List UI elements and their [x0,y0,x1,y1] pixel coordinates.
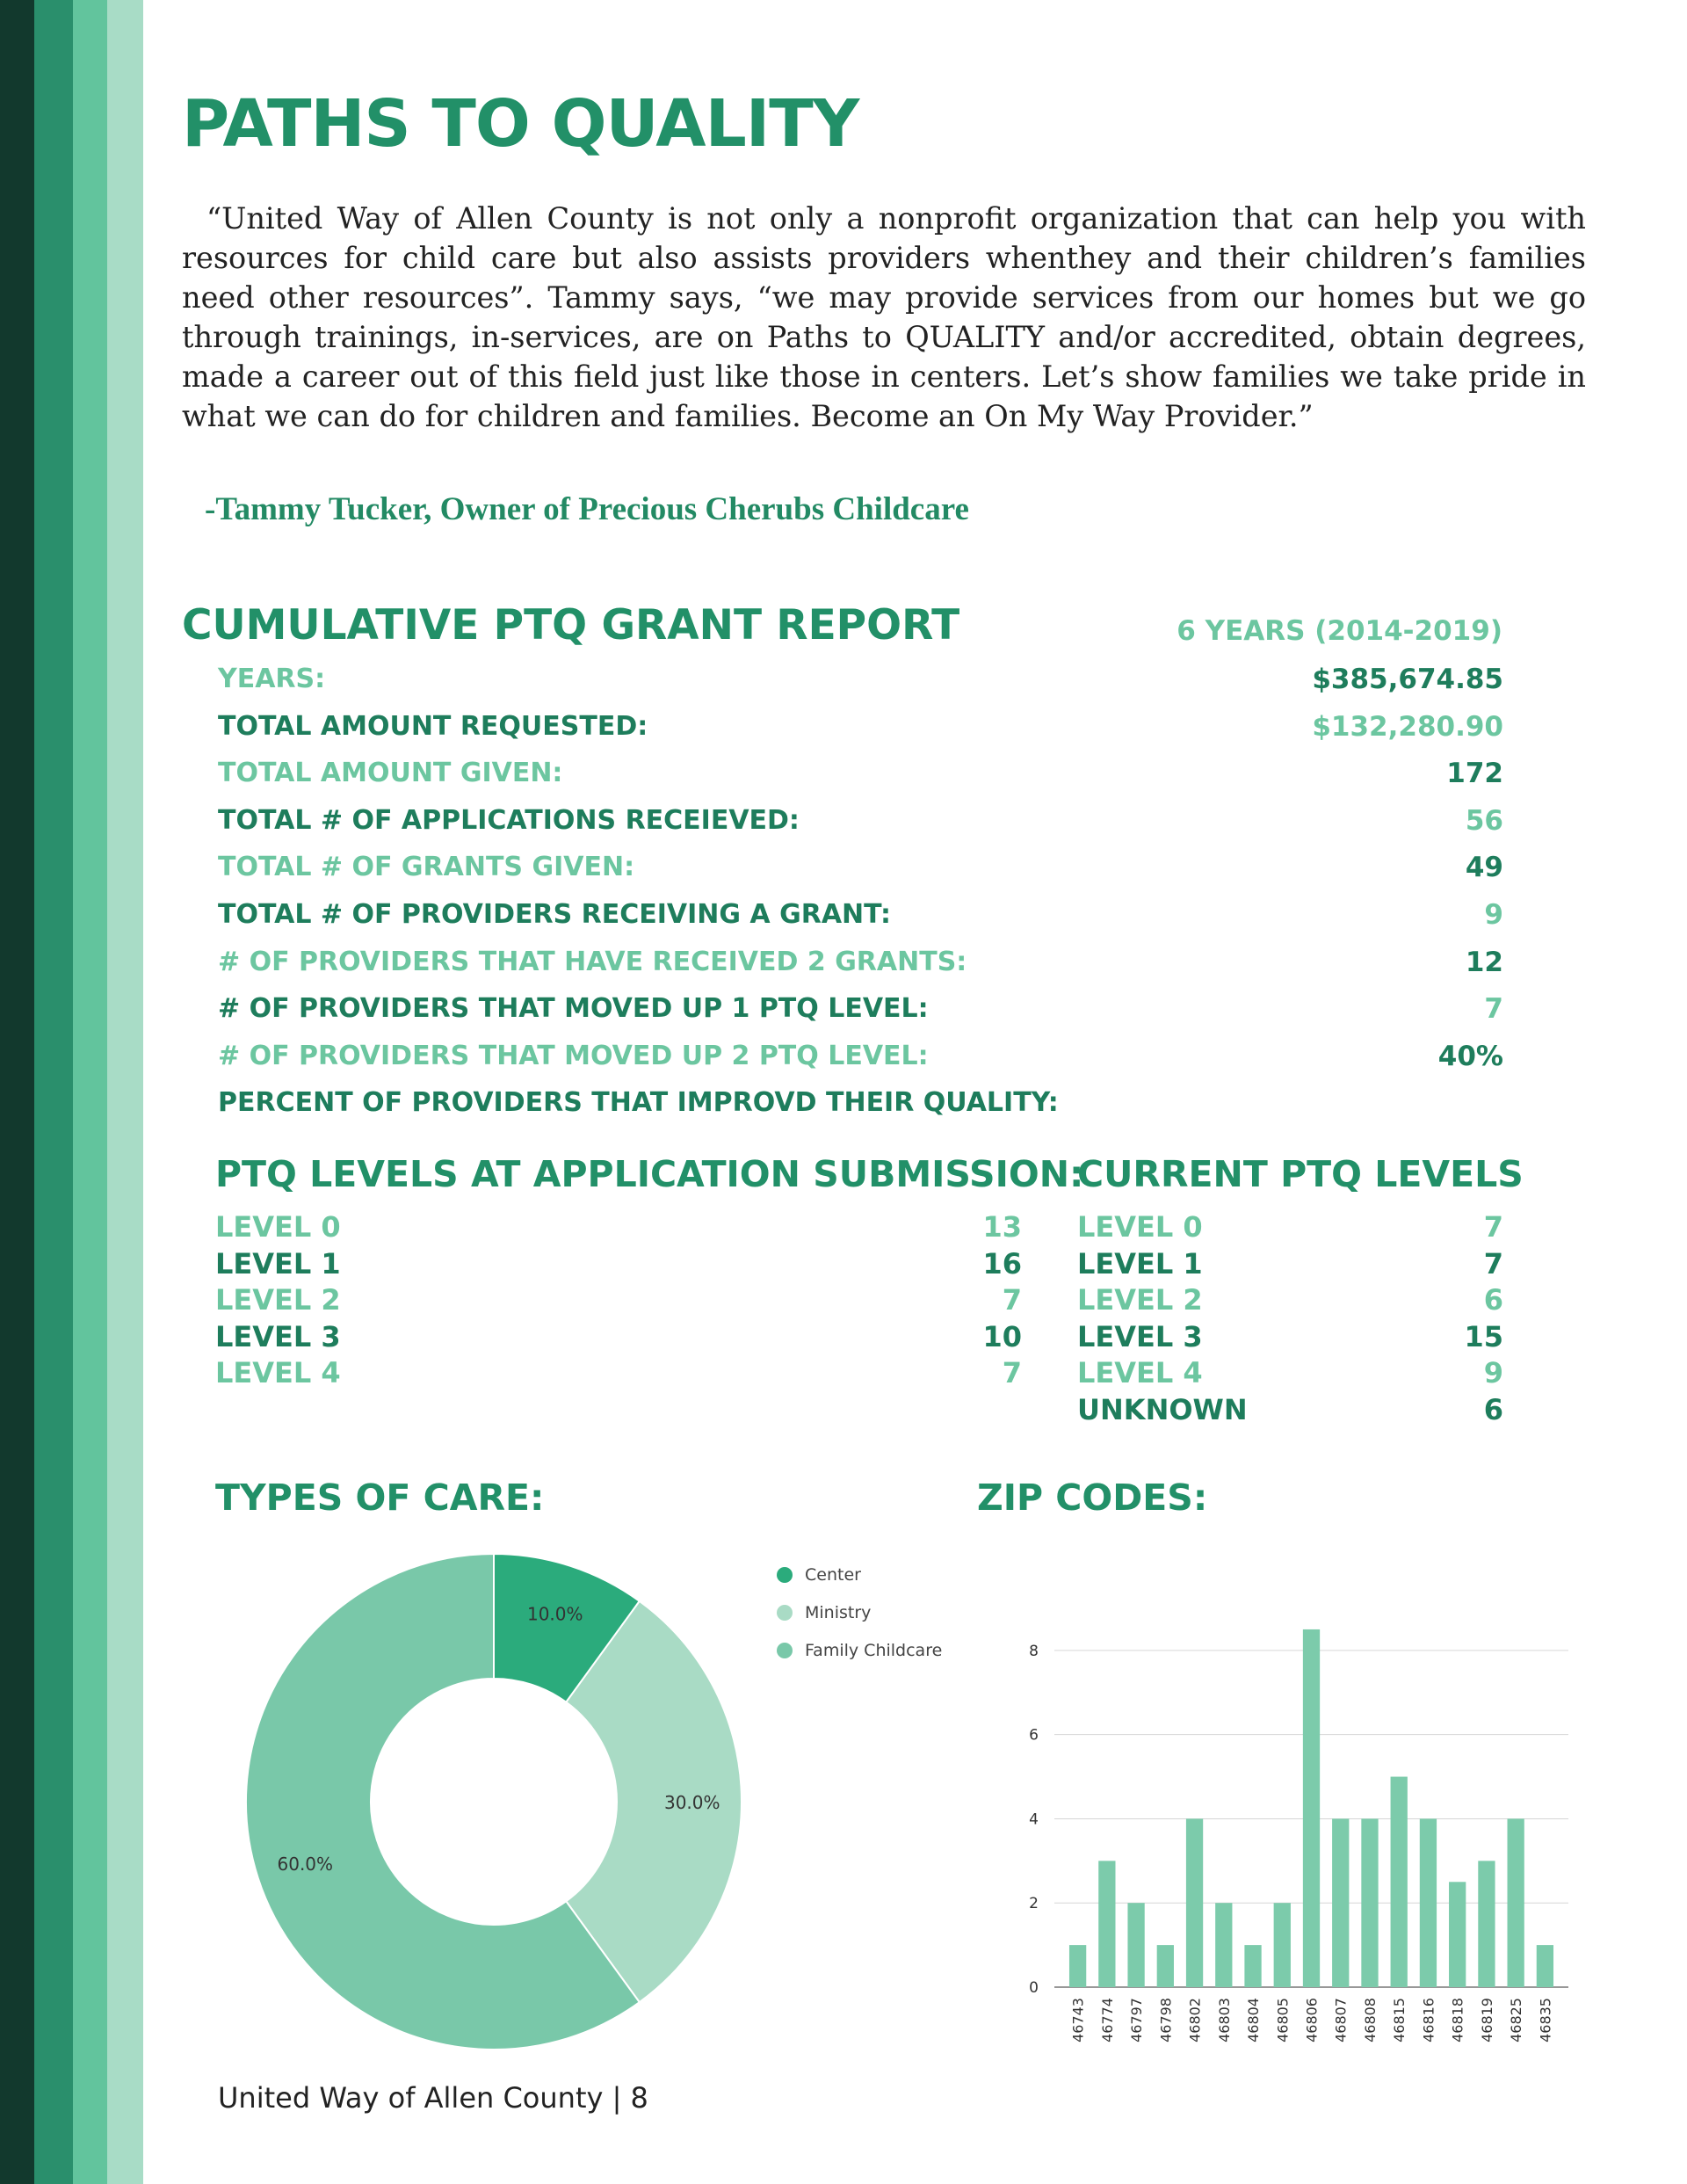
y-tick-label: 8 [1029,1642,1039,1660]
x-tick-label: 46807 [1332,1998,1350,2043]
legend-item [777,1593,942,1631]
x-tick-label: 46802 [1186,1998,1204,2043]
level-row [1077,1282,1503,1319]
x-tick-label: 46803 [1215,1998,1233,2043]
level-label: LEVEL 2 [215,1283,341,1317]
level-value: 7 [1483,1210,1503,1244]
report-label: TOTAL AMOUNT REQUESTED: [218,710,648,742]
pie-slice-label: 60.0% [277,1853,334,1875]
legend-swatch [777,1605,793,1621]
stripe-light [73,0,107,2184]
level-row [1077,1355,1503,1392]
zip-chart-title: ZIP CODES: [977,1477,1208,1519]
level-label: LEVEL 2 [1077,1283,1203,1317]
level-label: UNKNOWN [1077,1392,1248,1426]
bar-46808 [1361,1818,1378,1987]
pie-slice-label: 10.0% [526,1603,583,1625]
legend-item [777,1631,942,1669]
bar-46774 [1098,1861,1115,1987]
level-value: 15 [1464,1319,1503,1353]
level-label: LEVEL 0 [1077,1210,1203,1244]
bar-46807 [1332,1818,1349,1987]
report-value: 9 [1484,898,1503,931]
legend-label: Family Childcare [805,1640,943,1660]
report-value: 40% [1437,1040,1503,1072]
bar-46818 [1449,1882,1466,1987]
level-label: LEVEL 3 [1077,1319,1203,1353]
submission-levels-list [215,1209,1022,1392]
report-label: # OF PROVIDERS THAT MOVED UP 1 PTQ LEVEL: [218,993,929,1025]
report-label: # OF PROVIDERS THAT MOVED UP 2 PTQ LEVEL: [218,1040,929,1071]
current-levels-list [1077,1209,1503,1428]
x-tick-label: 46774 [1098,1998,1116,2043]
decorative-stripes [0,0,143,2184]
bar-46804 [1244,1945,1261,1987]
x-tick-label: 46825 [1508,1998,1525,2043]
level-label: LEVEL 0 [215,1210,341,1244]
bar-46835 [1537,1945,1553,1987]
legend-swatch [777,1643,793,1658]
x-tick-label: 46798 [1157,1998,1175,2043]
legend-swatch [777,1567,793,1583]
level-label: LEVEL 4 [215,1356,341,1389]
zip-bar-chart [1002,1564,1582,2057]
bar-46803 [1215,1903,1232,1987]
x-tick-label: 46808 [1361,1998,1379,2043]
bar-46798 [1157,1945,1174,1987]
quote-attribution: -Tammy Tucker, Owner of Precious Cherubs Childcare [205,491,969,527]
bar-46806 [1303,1629,1320,1987]
x-tick-label: 46743 [1069,1998,1087,2043]
bar-46805 [1274,1903,1291,1987]
legend-item [777,1556,942,1593]
care-chart-title: TYPES OF CARE: [215,1477,545,1519]
x-tick-label: 46815 [1391,1998,1408,2043]
level-value: 7 [1483,1246,1503,1281]
report-value: $132,280.90 [1312,710,1503,743]
x-tick-label: 46835 [1537,1998,1554,2043]
report-values [1064,662,1503,1085]
bar-46825 [1508,1818,1524,1987]
level-label: LEVEL 4 [1077,1356,1203,1389]
level-value: 6 [1483,1392,1503,1426]
x-tick-label: 46819 [1478,1998,1495,2043]
level-label: LEVEL 3 [215,1319,341,1353]
report-label: TOTAL # OF GRANTS GIVEN: [218,852,635,883]
level-row [1077,1209,1503,1246]
report-value: 49 [1465,852,1503,884]
report-label: TOTAL # OF APPLICATIONS RECEIEVED: [218,804,800,836]
report-value: $385,674.85 [1312,664,1503,695]
bar-46816 [1420,1818,1437,1987]
y-tick-label: 6 [1029,1726,1039,1745]
x-tick-label: 46816 [1420,1998,1437,2043]
x-tick-label: 46818 [1449,1998,1466,2043]
bar-46802 [1186,1818,1203,1987]
y-tick-label: 2 [1029,1895,1039,1913]
level-label: LEVEL 1 [1077,1246,1203,1281]
page-title: PATHS TO QUALITY [182,86,859,162]
report-value: 7 [1484,993,1503,1026]
level-value: 6 [1483,1283,1503,1317]
page-footer: United Way of Allen County | 8 [218,2081,648,2115]
submission-levels-title: PTQ LEVELS AT APPLICATION SUBMISSION: [215,1153,1084,1195]
care-chart-legend [777,1556,942,1669]
level-row [1077,1319,1503,1356]
level-value: 10 [982,1319,1022,1353]
bar-46815 [1391,1777,1408,1987]
legend-label: Ministry [805,1602,872,1622]
care-donut-chart [237,1547,782,2074]
bar-46819 [1478,1861,1495,1987]
level-row [1077,1246,1503,1283]
level-value: 9 [1483,1356,1503,1389]
y-tick-label: 4 [1029,1810,1039,1829]
report-label: PERCENT OF PROVIDERS THAT IMPROVD THEIR QUALITY: [218,1087,1059,1119]
report-label: TOTAL # OF PROVIDERS RECEIVING A GRANT: [218,898,891,930]
y-tick-label: 0 [1029,1979,1039,1997]
level-row [215,1282,1022,1319]
x-tick-label: 46804 [1245,1998,1263,2043]
level-row [215,1246,1022,1283]
bar-46797 [1127,1903,1144,1987]
stripe-dark [0,0,34,2184]
bar-46743 [1069,1945,1086,1987]
report-labels [218,662,1184,1133]
level-value: 7 [1002,1356,1022,1389]
x-tick-label: 46805 [1274,1998,1292,2043]
level-row [215,1209,1022,1246]
x-tick-label: 46797 [1128,1998,1146,2043]
level-value: 16 [982,1246,1022,1281]
legend-label: Center [805,1564,861,1585]
report-period: 6 YEARS (2014-2019) [1177,615,1502,647]
stripe-pale [107,0,143,2184]
report-value: 12 [1465,946,1503,978]
report-value: 172 [1446,758,1503,790]
x-tick-label: 46806 [1303,1998,1321,2043]
level-label: LEVEL 1 [215,1246,341,1281]
stripe-medium [34,0,73,2184]
report-label: # OF PROVIDERS THAT HAVE RECEIVED 2 GRANTS: [218,946,967,977]
report-label: YEARS: [218,664,326,694]
level-row [215,1355,1022,1392]
level-row [215,1319,1022,1356]
pie-slice-label: 30.0% [663,1792,720,1813]
report-value: 56 [1465,804,1503,837]
level-value: 7 [1002,1283,1022,1317]
level-row [1077,1392,1503,1429]
current-levels-title: CURRENT PTQ LEVELS [1077,1153,1524,1195]
report-title: CUMULATIVE PTQ GRANT REPORT [182,601,960,649]
report-label: TOTAL AMOUNT GIVEN: [218,758,563,789]
level-value: 13 [982,1210,1022,1244]
testimonial-quote: “United Way of Allen County is not only a nonprofit organization that can help you with resources for child care but also assists providers whenthey and their children’s families need other resources”. Tammy says, “we may provide services from our homes but we go through trainings, in-services, are on Paths to QUALITY and/or accredited, obtain degrees, made a career out of this field just like those in centers. Let’s show families we take pride in what we can do for children and families. Become an On My Way Provider.” [182,201,1586,433]
